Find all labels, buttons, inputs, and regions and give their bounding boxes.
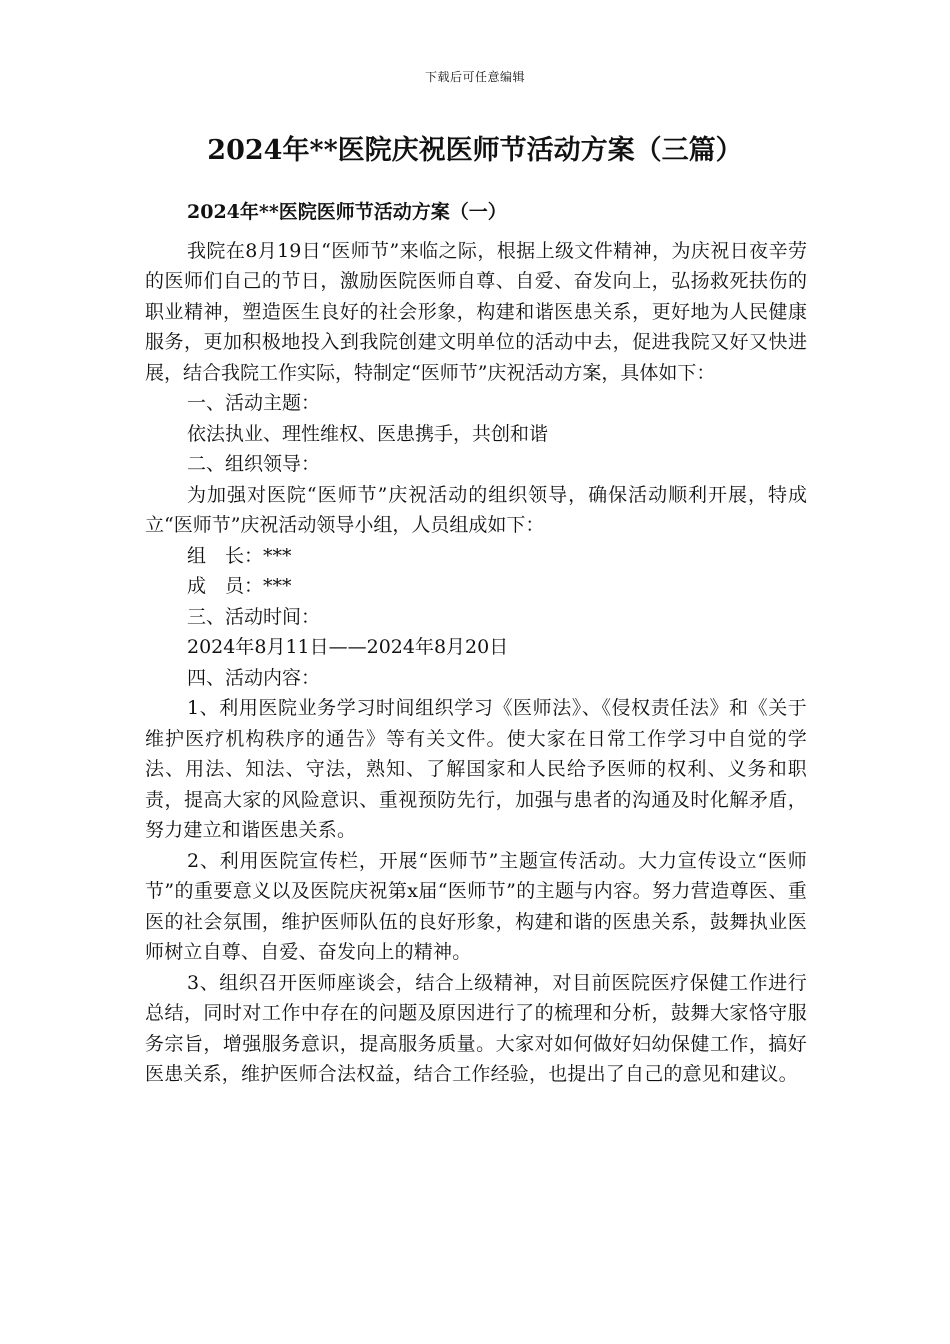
content-item-3: 3、组织召开医师座谈会，结合上级精神，对目前医院医疗保健工作进行总结，同时对工作中存在的问题及原因进行了的梳理和分析，鼓舞大家恪守服务宗旨，增强服务意识，提高服务质量。大家对如何做好妇幼保健工作，搞好医患关系，维护医师合法权益，结合工作经验，也提出了自己的意见和建议。 [145,971,807,1085]
header-note: 下载后可任意编辑 [424,70,525,84]
document-title: 2024年**医院庆祝医师节活动方案（三篇） [207,135,743,166]
intro-paragraph: 我院在8月19日“医师节”来临之际，根据上级文件精神，为庆祝日夜辛劳的医师们自己的节日，激励医院医师自尊、自爱、奋发向上，弘扬救死扶伤的职业精神，塑造医生良好的社会形象，构建和谐医患关系，更好地为人民健康服务，更加积极地投入到我院创建文明单位的活动中去，促进我院又好又快进展，结合我院工作实际，特制定“医师节”庆祝活动方案，具体如下： [145,239,807,384]
theme-text: 依法执业、理性维权、医患携手，共创和谐 [187,422,549,445]
content-item-1: 1、利用医院业务学习时间组织学习《医师法》、《侵权责任法》和《关于维护医疗机构秩序的通告》等有关文件。使大家在日常工作学习中自觉的学法、用法、知法、守法，熟知、了解国家和人民给予医师的权利、义务和职责，提高大家的风险意识、重视预防先行，加强与患者的沟通及时化解矛盾，努力建立和谐医患关系。 [145,697,807,841]
section-subtitle: 2024年**医院医师节活动方案（一） [187,201,507,223]
team-leader-line: 组 长：*** [187,544,292,567]
document-body [145,197,807,1090]
section-heading-content: 四、活动内容： [187,666,321,689]
activity-date-range: 2024年8月11日——2024年8月20日 [187,636,509,658]
team-members-line: 成 员：*** [187,575,292,597]
section-heading-organization: 二、组织领导： [187,453,321,475]
organization-paragraph: 为加强对医院“医师节”庆祝活动的组织领导，确保活动顺利开展，特成立“医师节”庆祝活动领导小组，人员组成如下： [145,483,807,536]
section-heading-theme: 一、活动主题： [187,392,321,414]
section-heading-time: 三、活动时间： [187,605,321,628]
content-item-2: 2、利用医院宣传栏，开展“医师节”主题宣传活动。大力宣传设立“医师节”的重要意义以及医院庆祝第x届“医师节”的主题与内容。努力营造尊医、重医的社会氛围，维护医师队伍的良好形象，构建和谐的医患关系，鼓舞执业医师树立自尊、自爱、奋发向上的精神。 [145,849,807,963]
